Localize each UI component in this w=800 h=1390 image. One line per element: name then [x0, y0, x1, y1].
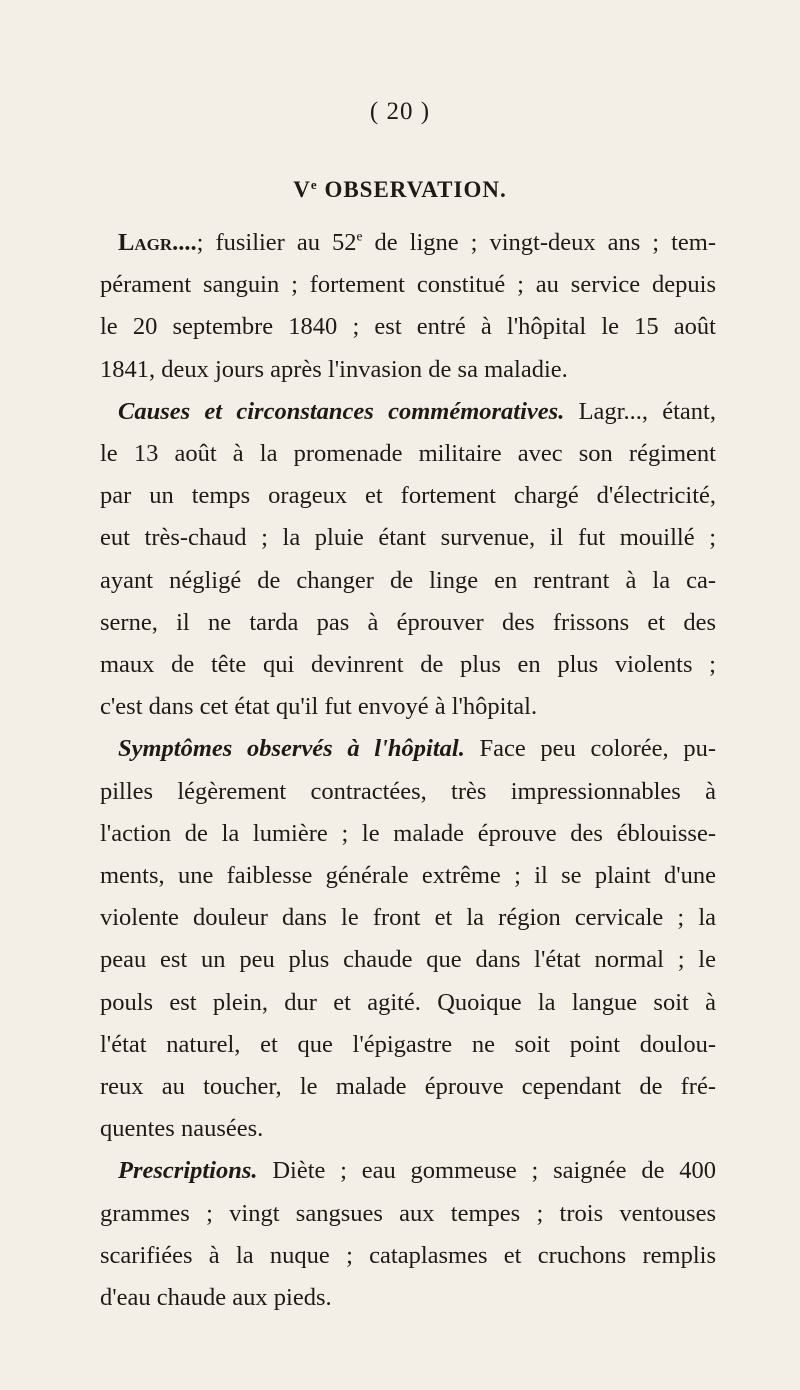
text-run: scarifiées à la nuque ; cataplasmes et cruchons remplis	[100, 1241, 716, 1269]
text-line	[100, 982, 716, 1024]
text-run: reux au toucher, le malade éprouve cependant de fré-	[100, 1073, 716, 1101]
paragraph	[100, 222, 716, 391]
text-run: quentes nausées.	[100, 1115, 264, 1143]
section-label: Symptômes observés à l'hôpital.	[118, 735, 465, 763]
patient-name: Lagr....	[118, 229, 197, 256]
text-line	[100, 939, 716, 981]
text-line	[100, 1277, 716, 1319]
text-line	[100, 222, 716, 264]
text-run: 1841, deux jours après l'invasion de sa maladie.	[100, 355, 568, 383]
text-run: ; fusilier au 52	[196, 229, 357, 256]
text-line	[100, 728, 716, 770]
text-run: pérament sanguin ; fortement constitué ; au service depuis	[100, 271, 716, 299]
text-run: grammes ; vingt sangsues aux tempes ; trois ventouses	[100, 1199, 716, 1227]
text-line	[100, 433, 716, 475]
heading-text: OBSERVATION.	[317, 177, 507, 202]
text-line	[100, 897, 716, 939]
text-line	[100, 517, 716, 559]
text-run: violente douleur dans le front et la région cervicale ; la	[100, 904, 716, 932]
text-run: Diète ; eau gommeuse ; saignée de 400	[257, 1157, 716, 1185]
text-run: ments, une faiblesse générale extrême ; il se plaint d'une	[100, 862, 716, 890]
text-run: c'est dans cet état qu'il fut envoyé à l'hôpital.	[100, 693, 538, 721]
text-run: peau est un peu plus chaude que dans l'état normal ; le	[100, 946, 716, 974]
text-line	[100, 644, 716, 686]
page-number: ( 20 )	[369, 98, 431, 125]
section-label: Causes et circonstances commémoratives.	[118, 397, 565, 425]
text-run: maux de tête qui devinrent de plus en plus violents ;	[100, 651, 716, 679]
text-line	[100, 1108, 716, 1150]
heading-numeral: V	[293, 177, 311, 202]
text-run: Face peu colorée, pu-	[464, 735, 716, 763]
text-line	[100, 475, 716, 517]
text-line	[100, 306, 716, 348]
text-line	[100, 855, 716, 897]
text-run: d'eau chaude aux pieds.	[100, 1284, 332, 1312]
text-line	[100, 264, 716, 306]
text-line	[100, 771, 716, 813]
text-line	[100, 1150, 716, 1192]
text-run: pilles légèrement contractées, très impressionnables à	[100, 777, 716, 805]
text-run: serne, il ne tarda pas à éprouver des frissons et des	[100, 608, 716, 636]
text-run: l'action de la lumière ; le malade éprouve des éblouisse-	[100, 819, 716, 847]
text-line	[100, 602, 716, 644]
text-line	[100, 560, 716, 602]
text-line	[100, 813, 716, 855]
text-run: le 13 août à la promenade militaire avec son régiment	[100, 440, 716, 468]
text-line	[100, 391, 716, 433]
paragraph	[100, 1150, 716, 1319]
heading-superscript: e	[310, 177, 318, 192]
text-line	[100, 1193, 716, 1235]
section-label: Prescriptions.	[118, 1157, 258, 1185]
text-line	[100, 349, 716, 391]
text-run: l'état naturel, et que l'épigastre ne soit point doulou-	[100, 1030, 716, 1058]
observation-body	[100, 222, 716, 1319]
text-line	[100, 1024, 716, 1066]
text-line	[100, 1235, 716, 1277]
text-run: eut très-chaud ; la pluie étant survenue, il fut mouillé ;	[100, 524, 716, 552]
observation-heading	[0, 177, 800, 203]
text-run: e	[356, 228, 363, 244]
text-run: pouls est plein, dur et agité. Quoique la langue soit à	[100, 988, 716, 1016]
text-line	[100, 1066, 716, 1108]
paragraph	[100, 728, 716, 1150]
text-run: le 20 septembre 1840 ; est entré à l'hôpital le 15 août	[100, 313, 716, 341]
paragraph	[100, 391, 716, 729]
text-run: de ligne ; vingt-deux ans ; tem-	[362, 229, 716, 256]
text-run: par un temps orageux et fortement chargé d'électricité,	[100, 482, 716, 510]
text-run: Lagr..., étant,	[564, 397, 716, 425]
text-line	[100, 686, 716, 728]
text-run: ayant négligé de changer de linge en rentrant à la ca-	[100, 566, 716, 594]
